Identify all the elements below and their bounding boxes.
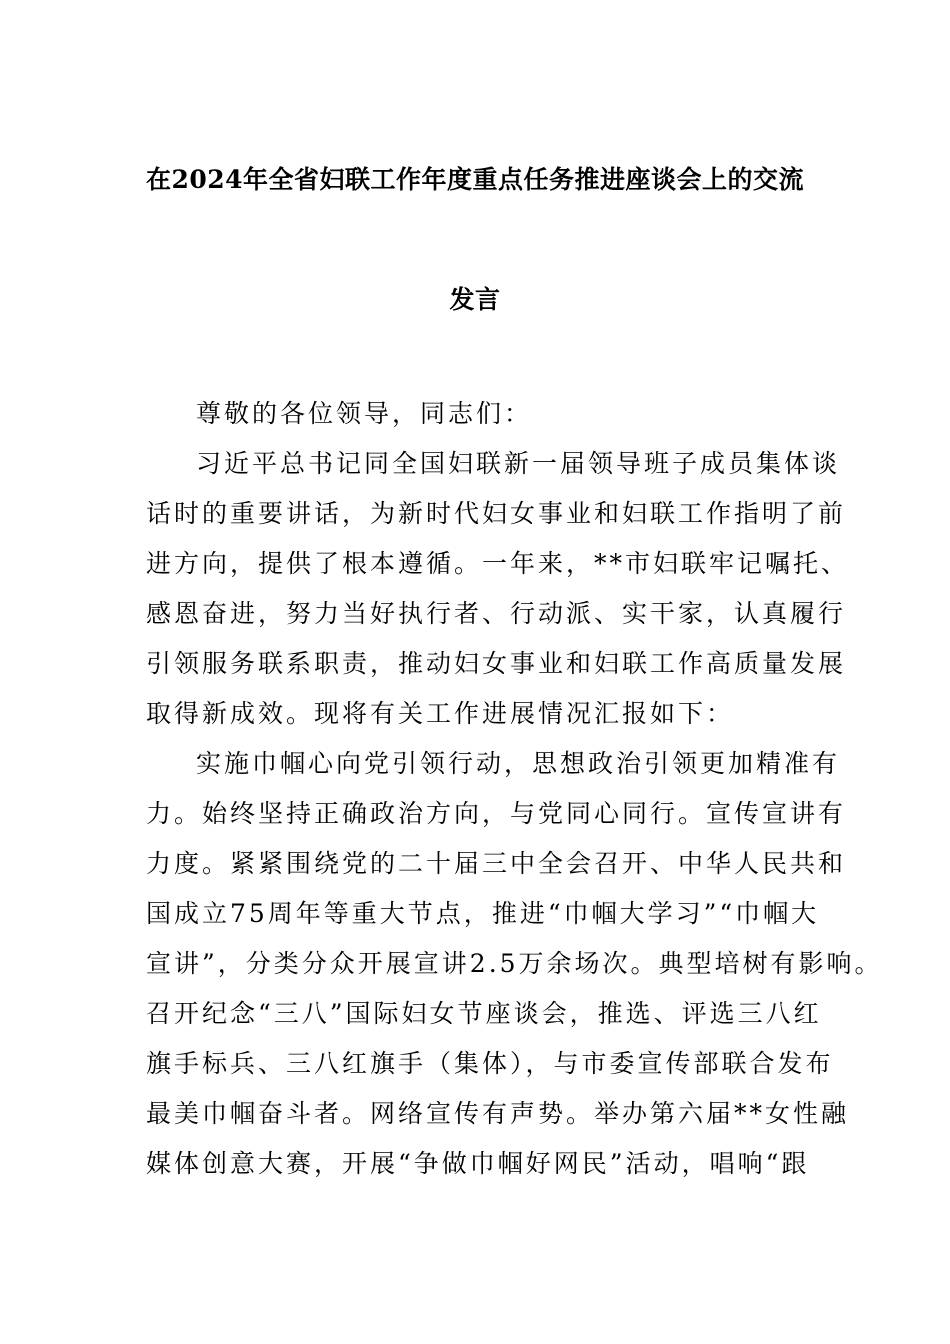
paragraph-2-line: 旗手标兵、三八红旗手（集体），与市委宣传部联合发布 [146,1049,834,1078]
paragraph-2-line: 最美巾帼奋斗者。网络宣传有声势。举办第六届**女性融 [146,1099,850,1128]
paragraph-2-line: 媒体创意大赛，开展“争做巾帼好网民”活动，唱响“跟 [146,1149,810,1178]
paragraph-2-line: 实施巾帼心向党引领行动，思想政治引领更加精准有 [196,749,841,778]
paragraph-2-line: 国成立75周年等重大节点，推进“巾帼大学习”“巾帼大 [146,899,820,928]
paragraph-1-line: 感恩奋进，努力当好执行者、行动派、实干家，认真履行 [146,599,847,628]
paragraph-2-line: 力。始终坚持正确政治方向，与党同心同行。宣传宣讲有 [146,799,847,828]
paragraph-1-line: 取得新成效。现将有关工作进展情况汇报如下： [146,699,735,728]
paragraph-1-line: 进方向，提供了根本遵循。一年来，**市妇联牢记嘱托、 [146,549,850,578]
paragraph-1-line: 习近平总书记同全国妇联新一届领导班子成员集体谈 [196,449,841,478]
document-title-line-2: 发言 [449,285,501,314]
paragraph-2-line: 宣讲”，分类分众开展宣讲2.5万余场次。典型培树有影响。 [146,949,883,978]
document-title-line-1: 在2024年全省妇联工作年度重点任务推进座谈会上的交流 [145,165,805,194]
paragraph-1-line: 引领服务联系职责，推动妇女事业和妇联工作高质量发展 [146,649,847,678]
paragraph-2-line: 召开纪念“三八”国际妇女节座谈会，推选、评选三八红 [146,999,822,1028]
paragraph-2-line: 力度。紧紧围绕党的二十届三中全会召开、中华人民共和 [146,849,847,878]
salutation: 尊敬的各位领导，同志们： [196,399,533,428]
paragraph-1-line: 话时的重要讲话，为新时代妇女事业和妇联工作指明了前 [146,499,847,528]
